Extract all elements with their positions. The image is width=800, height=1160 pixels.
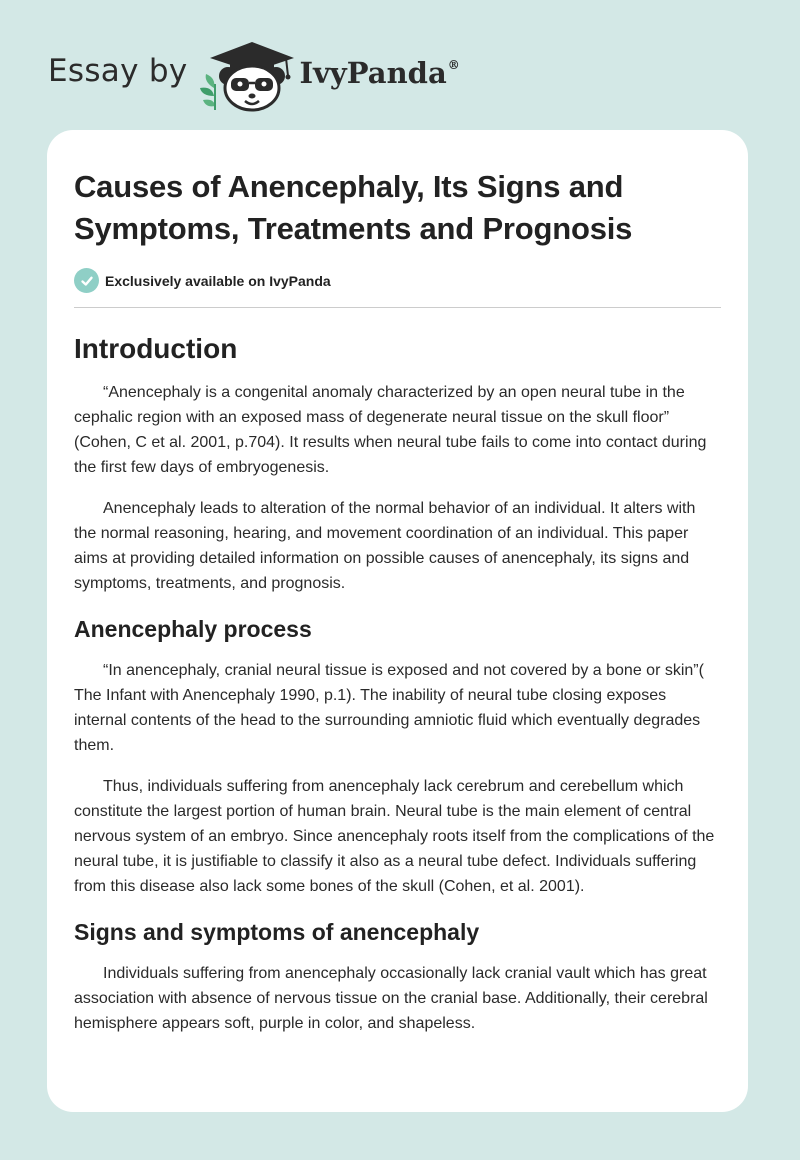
title-line-2: Symptoms, Treatments and Prognosis bbox=[74, 211, 633, 246]
paragraph: Anencephaly leads to alteration of the normal behavior of an individual. It alters with the normal reasoning, hearing, and movement coordination of an individual. This paper aims at providing detailed information on possible causes of anencephaly, its signs and symptoms, treatments, and prognosis. bbox=[74, 500, 696, 592]
brand-prefix: Essay by bbox=[48, 53, 188, 89]
paragraph: “In anencephaly, cranial neural tissue is exposed and not covered by a bone or skin”( The Infant with Anencephaly 1990, p.1). The inability of neural tube closing exposes internal contents of the head to the surrounding amniotic fluid which eventually degrades them. bbox=[74, 662, 704, 754]
page-title bbox=[74, 166, 721, 250]
section-heading-introduction: Introduction bbox=[74, 333, 238, 364]
check-icon bbox=[74, 268, 99, 293]
exclusive-label: Exclusively available on IvyPanda bbox=[105, 272, 331, 289]
paragraph: “Anencephaly is a congenital anomaly characterized by an open neural tube in the cephalic region with an exposed mass of degenerate neural tissue on the skull floor” (Cohen, C et al. 2001, p.704). It results when neural tube fails to come into contact during the first few days of embryogenesis. bbox=[74, 384, 707, 476]
section-heading-anencephaly-process: Anencephaly process bbox=[74, 616, 312, 642]
brand-header[interactable] bbox=[48, 36, 460, 112]
section-heading-signs-symptoms: Signs and symptoms of anencephaly bbox=[74, 919, 480, 945]
brand-name-text: IvyPanda bbox=[299, 56, 447, 90]
brand-name bbox=[300, 56, 460, 90]
divider bbox=[74, 307, 721, 308]
panda-graduate-icon bbox=[200, 36, 296, 112]
title-line-1: Causes of Anencephaly, Its Signs and bbox=[74, 169, 624, 204]
paragraph: Individuals suffering from anencephaly occasionally lack cranial vault which has great association with absence of nervous tissue on the cranial base. Additionally, their cerebral hemisphere appears soft, purple in color, and shapeless. bbox=[74, 965, 708, 1032]
paragraph: Thus, individuals suffering from anencephaly lack cerebrum and cerebellum which constitute the largest portion of human brain. Neural tube is the main element of central nervous system of an embryo. Since anencephaly roots itself from the complications of the neural tube, it is justifiable to classify it also as a neural tube defect. Individuals suffering from this disease also lack some bones of the skull (Cohen, et al. 2001). bbox=[74, 778, 715, 895]
exclusive-badge bbox=[74, 268, 721, 293]
essay-card bbox=[47, 130, 748, 1112]
registered-mark: ® bbox=[447, 58, 460, 72]
